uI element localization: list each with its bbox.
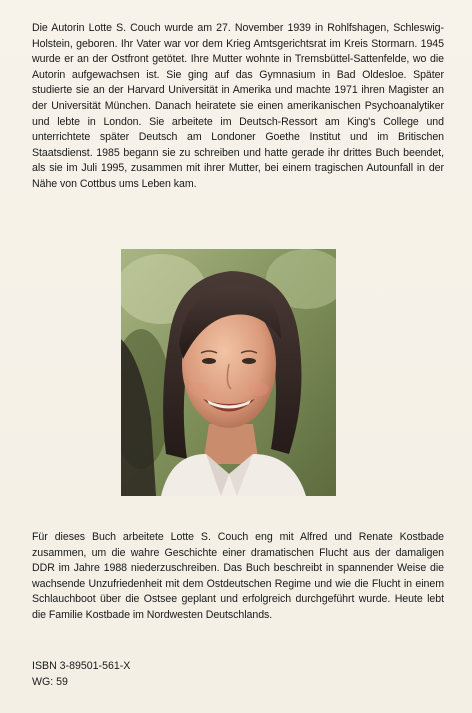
author-biography: Die Autorin Lotte S. Couch wurde am 27. November 1939 in Rohlfshagen, Schleswig-Holstein, geboren. Ihr Vater war vor dem Krieg Amtsgerichtsrat im Kreis Stormarn. 1945 wurde er an der Ostfront getötet. Ihre Mutter wohnte in Tremsbüttel-Sattenfelde, wo die Autorin aufgewachsen ist. Sie ging auf das Gymnasium in Bad Oldesloe. Später studierte sie an der Harvard Universität in Amerika und machte 1971 ihren Magister an der Universität München. Danach heiratete sie einen amerikanischen Psychoanalytiker und lebte in London. Sie arbeitete im Deutsch-Ressort am King's College und unterrichtete später Deutsch am Londoner Goethe Institut und im Britischen Staatsdienst. 1985 begann sie zu schreiben und hatte gerade ihr drittes Buch beendet, als sie im Juli 1995, zusammen mit ihrer Mutter, bei einem tragischen Autounfall in der Nähe von Cottbus ums Leben kam.: [32, 22, 444, 190]
isbn-block: [32, 659, 130, 690]
isbn-number: ISBN 3-89501-561-X: [32, 660, 131, 672]
wg-number: WG: 59: [32, 675, 68, 688]
book-description: Für dieses Buch arbeitete Lotte S. Couch eng mit Alfred und Renate Kostbade zusammen, um die wahre Geschichte einer dramatischen Flucht aus der damaligen DDR im Jahre 1988 niederzuschreiben. Das Buch beschreibt in spannender Weise die wachsende Unzufriedenheit mit dem Ostdeutschen Regime und wie die Flucht in einem Schlauchboot über die Ostsee geplant und erfolgreich durchgeführt wurde. Heute lebt die Familie Kostbade im Nordwesten Deutschlands.: [32, 531, 444, 621]
author-photo: [121, 249, 336, 496]
